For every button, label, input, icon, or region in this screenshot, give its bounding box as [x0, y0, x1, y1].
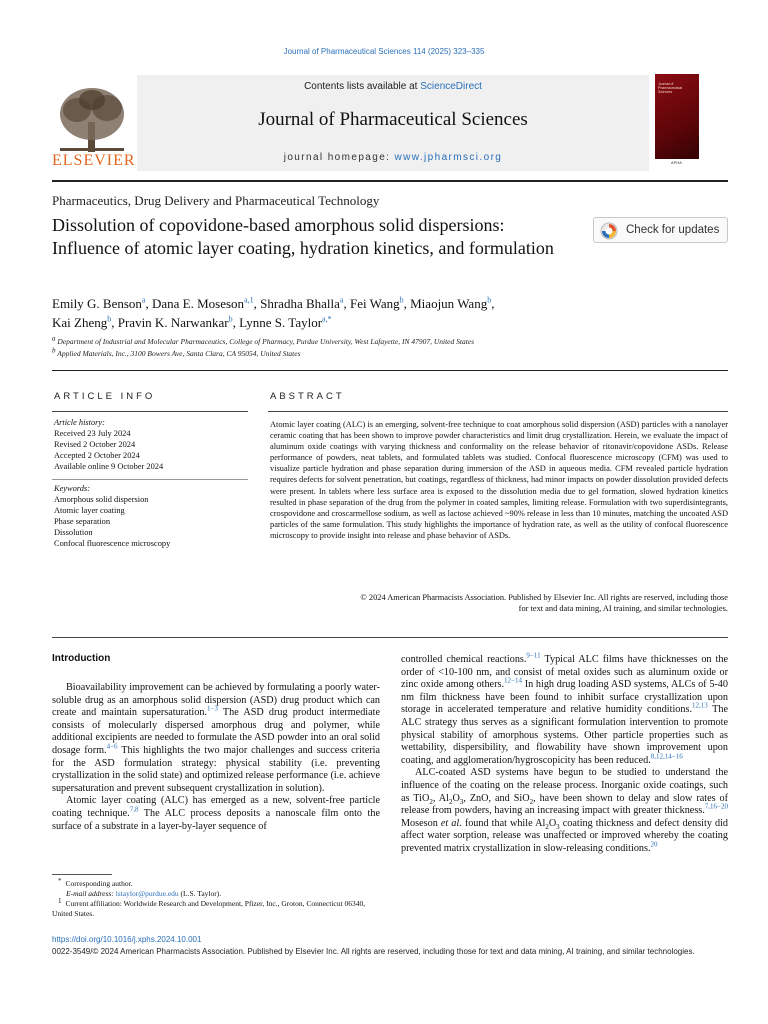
affiliation-divider: [52, 370, 728, 371]
keyword-item: Confocal fluorescence microscopy: [54, 539, 171, 548]
affiliation-footnote: [52, 896, 380, 919]
affiliation-text: Department of Industrial and Molecular Pharmaceutics, College of Pharmacy, Purdue University, West Lafayette, IN 47907, United States: [55, 337, 475, 346]
abstract-text: Atomic layer coating (ALC) is an emerging, solvent-free technique to coat amorphous solid dispersion (ASD) particles with a nanolayer ceramic coating that has been shown to improve powder characteristics and limit drug crystallization. Herein, we evaluate the impact of aluminum oxide coatings with varying thickness and conformality on the release behavior of ritonavir/copovidone ASDs. Release performance of powders, neat tablets, and formulated tablets was studied. Confocal fluorescence microscopy (CFM) was used to visualize particle hydration and phase separation during immersion of the ASD in aqueous media. CFM revealed particle hydration requires defects for solvent penetration, but coatings, regardless of thickness, had minor impacts on powder dissolution provided defects were present. In tablets where less surface area is exposed to the dissolution media due to gel formation, slowed hydration kinetics resulted in phase separation of the drug from the polymer in coated samples, limiting release. Formulation with two superdisintegrants, crospovidone and croscarmellose sodium, as well as lactose achieved ~90% release in less than 10 minutes, matching the uncoated ASD particles of the same formulation. This study highlights the importance of hydration rate, as well as the utility of confocal fluorescence microscopy to provide insight into release and phase behavior of ASDs.: [270, 420, 728, 540]
history-received: Received 23 July 2024: [54, 429, 131, 438]
article-title: Dissolution of copovidone-based amorphous solid dispersions: Influence of atomic layer coating, hydration kinetics, and formulation: [52, 215, 554, 258]
text-run: In high drug loading ASD systems, ALCs of 5-40 nm film thickness have been found to inhibit surface crystallization upon storage in accelerated temperature and relative humidity conditions.: [401, 679, 728, 716]
article-history: [54, 417, 163, 472]
text-run: coating thickness and defect density did affect water sorption, release was unaffected or improved whereby the coating prevented matrix crystallization in slow-releasing conditions.: [401, 817, 728, 854]
affiliation-b: [52, 346, 301, 358]
cover-band: [655, 159, 699, 167]
subscript: 3: [459, 797, 464, 806]
citation-link[interactable]: 12,13: [692, 701, 708, 710]
abstract-copyright: [270, 592, 728, 614]
text-run: found that while Al: [461, 817, 546, 829]
homepage-line: [137, 152, 649, 163]
sciencedirect-link[interactable]: ScienceDirect: [420, 81, 482, 92]
subscript: 2: [448, 797, 453, 806]
email-suffix: (L.S. Taylor).: [178, 889, 222, 898]
publisher-name: ELSEVIER: [52, 152, 136, 169]
email-label: E-mail address:: [66, 889, 116, 898]
subscript: 3: [556, 822, 560, 831]
keyword-item: Phase separation: [54, 517, 111, 526]
text-run: The ALC process deposits a nanoscale film onto the surface of a substrate in a layer-by-layer sequence of: [52, 807, 380, 832]
masthead-divider: [52, 180, 728, 182]
keyword-item: Dissolution: [54, 528, 93, 537]
author-affiliation-mark[interactable]: b: [107, 314, 112, 324]
text-run: O: [452, 792, 460, 804]
history-online: Available online 9 October 2024: [54, 462, 164, 471]
keyword-item: Atomic layer coating: [54, 506, 125, 515]
text-run: , Al: [432, 792, 449, 804]
author-name: Dana E. Moseson: [151, 296, 245, 311]
abstract-heading: ABSTRACT: [270, 391, 345, 402]
article-info-rule: [52, 411, 248, 412]
author-name: Pravin K. Narwankar: [117, 315, 229, 330]
affiliation-a: [52, 334, 475, 346]
author-list: [52, 294, 612, 332]
citation-link[interactable]: 1−3: [206, 704, 218, 713]
author-affiliation-mark[interactable]: a: [339, 295, 344, 305]
keywords-rule: [52, 479, 248, 480]
issn-copyright: 0022-3549/© 2024 American Pharmacists Association. Published by Elsevier Inc. All rights are reserved, including those for text and data mining, AI training, and similar technologies.: [52, 947, 695, 956]
text-run: ALC-coated ASD systems have begun to be studied to understand the influence of the coating on the release process. Inorganic oxide coatings, such as TiO: [401, 767, 728, 804]
body-column-left: [52, 682, 380, 833]
abstract-rule: [268, 411, 728, 412]
footnote-rule: [52, 874, 112, 875]
subscript: 2: [429, 797, 433, 806]
citation-link[interactable]: 20: [650, 840, 658, 849]
author-name: Kai Zheng: [52, 315, 108, 330]
footnote-mark: 1: [58, 896, 62, 905]
author-name: Shradha Bhalla: [260, 296, 340, 311]
authors-line-2: Kai Zheng$^b$, Pravin K. Narwankar$^b$, Lynne S. Taylor$^{a,*}$: [52, 314, 332, 330]
journal-reference[interactable]: Journal of Pharmaceutical Sciences 114 (2025) 323–335: [283, 47, 485, 56]
subscript: 2: [545, 822, 549, 831]
author-affiliation-mark[interactable]: b: [487, 295, 492, 305]
contents-line: [137, 81, 649, 92]
footnote-text: Current affiliation: Worldwide Research and Development, Pfizer, Inc., Groton, Connecticut 06340, United States.: [52, 899, 366, 918]
author-affiliation-mark[interactable]: b: [399, 295, 404, 305]
body-column-right: [401, 651, 729, 856]
subscript: 2: [529, 797, 534, 806]
affiliation-text: Applied Materials, Inc., 3100 Bowers Ave, Santa Clara, CA 95054, United States: [55, 349, 301, 358]
author-name: Fei Wang: [349, 296, 400, 311]
journal-title: Journal of Pharmaceutical Sciences: [258, 109, 528, 130]
citation-link[interactable]: 7,16−20: [704, 802, 728, 811]
article-section: Pharmaceutics, Drug Delivery and Pharmaceutical Technology: [52, 193, 380, 208]
text-run: Atomic layer coating (ALC) has emerged as a new, solvent-free particle coating technique.: [52, 795, 380, 819]
text-run: controlled chemical reactions.: [401, 654, 527, 665]
text-run: The ASD drug product intermediate consists of molecularly dispersed amorphous drug and polymer, while additional excipients are needed to formulate the ASD powder into an oral solid dosage form.: [52, 707, 380, 756]
body-paragraph: [52, 795, 380, 833]
text-run: , have been shown to delay and slow rates of release from powders, having an increasing impact with greater thickness.: [401, 792, 729, 817]
author-name: Miaojun Wang: [410, 296, 488, 311]
corresponding-footnote: [52, 876, 380, 889]
email-footnote: [52, 889, 394, 899]
article-info-heading: ARTICLE INFO: [54, 391, 156, 402]
affiliation-mark: a: [52, 334, 56, 343]
affiliation-mark: b: [52, 346, 56, 355]
text-run: O: [548, 817, 557, 829]
body-paragraph: [401, 767, 728, 855]
citation-link[interactable]: 9−11: [526, 651, 541, 660]
text-run: Bioavailability improvement can be achieved by formulating a poorly water-soluble drug as an amorphous solid dispersion (ASD) drug product which can create and maintain supersaturation.: [52, 682, 380, 719]
text-run: Moseson: [401, 817, 441, 829]
check-for-updates-label: Check for updates: [626, 224, 720, 236]
citation-link[interactable]: 4−6: [106, 742, 118, 751]
text-run: , ZnO, and SiO: [463, 792, 530, 804]
introduction-heading: Introduction: [52, 653, 111, 664]
author-name: Emily G. Benson: [52, 296, 142, 311]
text-run: The ALC strategy thus serves as a significant formulation intervention to promote physical stability of amorphous systems. Other particle properties such as wettability, dispersibility, and flowability have shown improvement upon coating, and agglomeration/hygroscopicity has been reduced.: [401, 704, 728, 766]
cover-title: Journal of Pharmaceutical Sciences: [658, 82, 683, 94]
text-run: This highlights the two major challenges and success criteria for the ASD formulation strategy: physical stability (i.e. preventing crystallization in the solid state) and optimized release performance (i.e. achieve supersaturation and prevent subsequent crystallization in solution).: [52, 744, 380, 794]
author-affiliation-mark[interactable]: a: [141, 295, 146, 305]
body-paragraph: [52, 682, 380, 795]
keyword-item: Amorphous solid dispersion: [54, 495, 149, 504]
copyright-line: © 2024 American Pharmacists Association. Published by Elsevier Inc. All rights are reserved, including those: [360, 593, 728, 602]
text-run: Typical ALC films have thicknesses on the order of <10-100 nm, and consist of metal oxides such as aluminum oxide or zinc oxide among others.: [401, 654, 728, 691]
journal-cover-thumbnail[interactable]: [655, 74, 699, 167]
keywords-label: Keywords:: [54, 484, 90, 493]
footnote-mark: *: [58, 876, 62, 885]
citation-link[interactable]: 7,8: [129, 805, 139, 814]
italic-run: et al.: [440, 817, 462, 829]
history-accepted: Accepted 2 October 2024: [54, 451, 140, 460]
homepage-prefix: journal homepage:: [283, 152, 395, 163]
copyright-line: for text and data mining, AI training, and similar technologies.: [518, 604, 728, 614]
homepage-link[interactable]: www.jpharmsci.org: [394, 152, 503, 163]
author-affiliation-mark[interactable]: b: [228, 314, 233, 324]
citation-link[interactable]: 12−14: [504, 676, 522, 685]
cover-badge: APHA: [671, 160, 682, 165]
history-revised: Revised 2 October 2024: [54, 440, 136, 449]
abstract-divider: [52, 637, 728, 638]
citation-link[interactable]: 8,12,14−16: [650, 752, 683, 761]
history-label: Article history:: [54, 418, 105, 427]
author-affiliation-mark[interactable]: a,1: [244, 295, 254, 305]
footnote-text: Corresponding author.: [65, 879, 133, 888]
contents-prefix: Contents lists available at: [304, 81, 421, 92]
journal-masthead: [137, 75, 649, 171]
author-affiliation-mark[interactable]: a,*: [322, 314, 332, 324]
author-name: Lynne S. Taylor: [239, 315, 323, 330]
email-link[interactable]: lstaylor@purdue.edu: [115, 889, 179, 898]
doi-link[interactable]: https://doi.org/10.1016/j.xphs.2024.10.001: [52, 935, 202, 944]
authors-line-1: Emily G. Benson$^a$, Dana E. Moseson$^{a,1}$, Shradha Bhalla$^a$, Fei Wang$^b$, Miaojun Wang$^b$,: [52, 295, 495, 311]
check-for-updates-button[interactable]: [593, 217, 728, 243]
keywords: [54, 483, 170, 549]
body-paragraph: [401, 651, 728, 767]
check-for-updates-icon: [600, 222, 618, 240]
